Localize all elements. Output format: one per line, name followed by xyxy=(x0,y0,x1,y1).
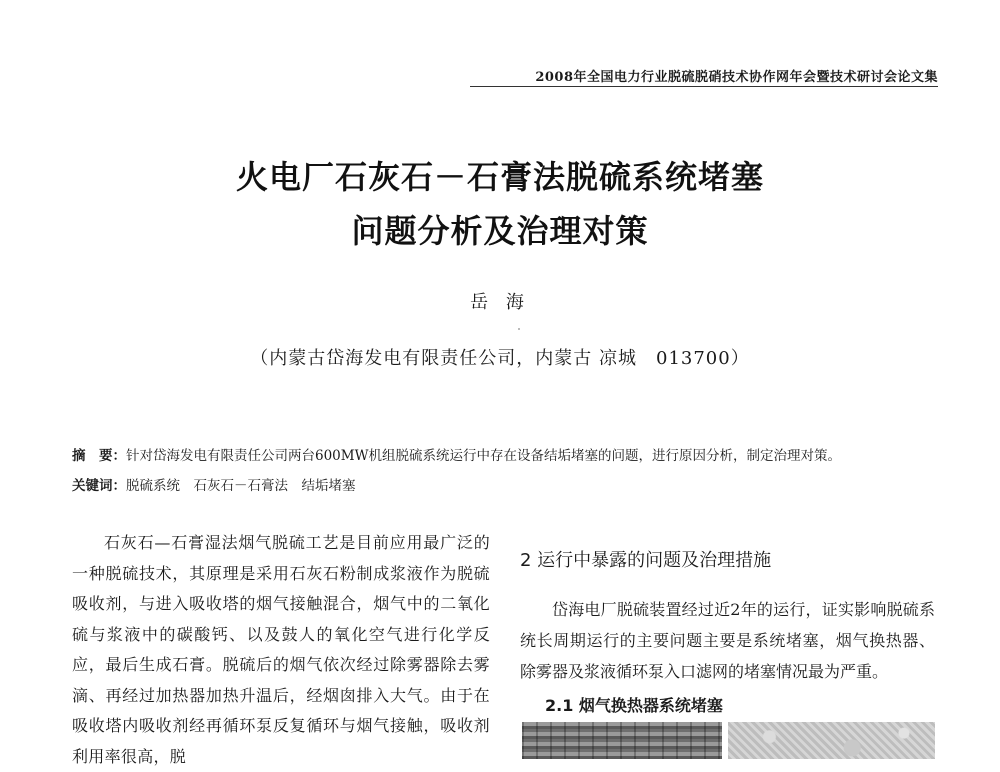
header-rule xyxy=(470,86,938,87)
scan-speck xyxy=(518,328,520,330)
journal-header: 2008年全国电力行业脱硫脱硝技术协作网年会暨技术研讨会论文集 xyxy=(535,70,938,85)
author-name: 岳 海 xyxy=(470,292,530,313)
paper-title-line-1: 火电厂石灰石－石膏法脱硫系统堵塞 xyxy=(235,158,764,196)
heat-exchanger-photo-right xyxy=(728,722,935,759)
section-2-paragraph: 岱海电厂脱硫装置经过近2年的运行，证实影响脱硫系统长周期运行的主要问题主要是系统堵塞，烟气换热器、除雾器及浆液循环泵入口滤网的堵塞情况最为严重。 xyxy=(520,600,935,681)
section-2-title: 2 运行中暴露的问题及治理措施 xyxy=(520,550,772,571)
keywords-text: 脱硫系统 石灰石－石膏法 结垢堵塞 xyxy=(126,478,356,494)
paper-title-line-2: 问题分析及治理对策 xyxy=(351,212,649,250)
subsection-2-1-title: 2.1 烟气换热器系统堵塞 xyxy=(545,696,723,715)
keywords-label: 关键词： xyxy=(72,478,126,494)
keywords xyxy=(72,471,952,501)
body-left-column xyxy=(72,528,490,772)
body-right-column xyxy=(520,594,935,687)
abstract-label: 摘 要： xyxy=(72,448,126,464)
heat-exchanger-photo-left xyxy=(522,722,722,759)
abstract-block xyxy=(72,441,952,501)
intro-paragraph: 石灰石—石膏湿法烟气脱硫工艺是目前应用最广泛的一种脱硫技术，其原理是采用石灰石粉制成浆液作为脱硫吸收剂，与进入吸收塔的烟气接触混合，烟气中的二氧化硫与浆液中的碳酸钙、以及鼓人的氧化空气进行化学反应，最后生成石膏。脱硫后的烟气依次经过除雾器除去雾滴、再经过加热器加热升温后，经烟囱排入大气。由于在吸收塔内吸收剂经再循环泵反复循环与烟气接触，吸收剂利用率很高，脱 xyxy=(72,533,490,766)
abstract-text: 针对岱海发电有限责任公司两台600MW机组脱硫系统运行中存在设备结垢堵塞的问题，进行原因分析，制定治理对策。 xyxy=(126,448,841,464)
abstract xyxy=(72,441,952,471)
author-affiliation: （内蒙古岱海发电有限责任公司，内蒙古 凉城 013700） xyxy=(250,348,750,369)
